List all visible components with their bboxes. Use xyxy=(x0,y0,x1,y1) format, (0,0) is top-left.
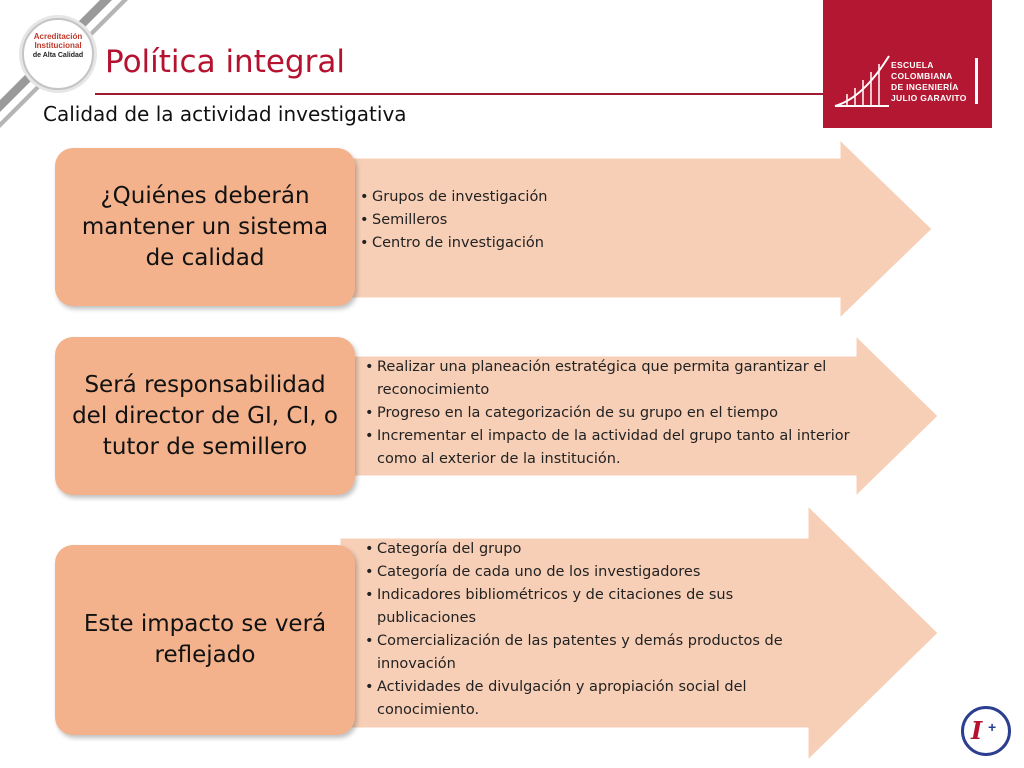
list-item: • Semilleros xyxy=(360,209,840,232)
badge-line-2: Institucional xyxy=(34,41,82,50)
list-item: • Categoría del grupo xyxy=(365,538,805,561)
i-plus-letter: I xyxy=(971,716,983,745)
list-item: • Comercialización de las patentes y demás productos de innovación xyxy=(365,630,805,676)
row-3-bullet-list xyxy=(365,538,805,722)
logo-line-1: ESCUELA xyxy=(891,60,934,70)
row-2-heading: Será responsabilidad del director de GI, CI, o tutor de semillero xyxy=(72,371,338,460)
page-title: Política integral xyxy=(105,44,345,80)
logo-line-4: JULIO GARAVITO xyxy=(891,93,967,103)
list-item: • Progreso en la categorización de su grupo en el tiempo xyxy=(365,402,865,425)
list-item: • Incrementar el impacto de la actividad del grupo tanto al interior como al exterior de la institución. xyxy=(365,425,865,471)
row-1-heading-box xyxy=(55,148,355,306)
row-2-bullet-list xyxy=(365,356,865,471)
logo-line-3: DE INGENIERÍA xyxy=(891,82,959,92)
list-item: • Grupos de investigación xyxy=(360,186,840,209)
row-1-bullet-list xyxy=(360,186,840,255)
list-item: • Actividades de divulgación y apropiación social del conocimiento. xyxy=(365,676,805,722)
badge-line-3: de Alta Calidad xyxy=(32,52,84,59)
i-plus-icon xyxy=(961,706,1011,756)
row-1-heading: ¿Quiénes deberán mantener un sistema de calidad xyxy=(81,182,329,271)
list-item: • Centro de investigación xyxy=(360,232,840,255)
list-item: • Categoría de cada uno de los investigadores xyxy=(365,561,805,584)
list-item: • Realizar una planeación estratégica que permita garantizar el reconocimiento xyxy=(365,356,865,402)
list-item: • Indicadores bibliométricos y de citaciones de sus publicaciones xyxy=(365,584,805,630)
row-3-heading-box xyxy=(55,545,355,735)
row-2-heading-box xyxy=(55,337,355,495)
page-subtitle: Calidad de la actividad investigativa xyxy=(43,102,407,126)
badge-line-1: Acreditación xyxy=(33,32,83,41)
i-plus-sign: + xyxy=(988,719,997,735)
logo-line-2: COLOMBIANA xyxy=(891,71,953,81)
row-3-heading: Este impacto se verá reflejado xyxy=(83,611,327,668)
